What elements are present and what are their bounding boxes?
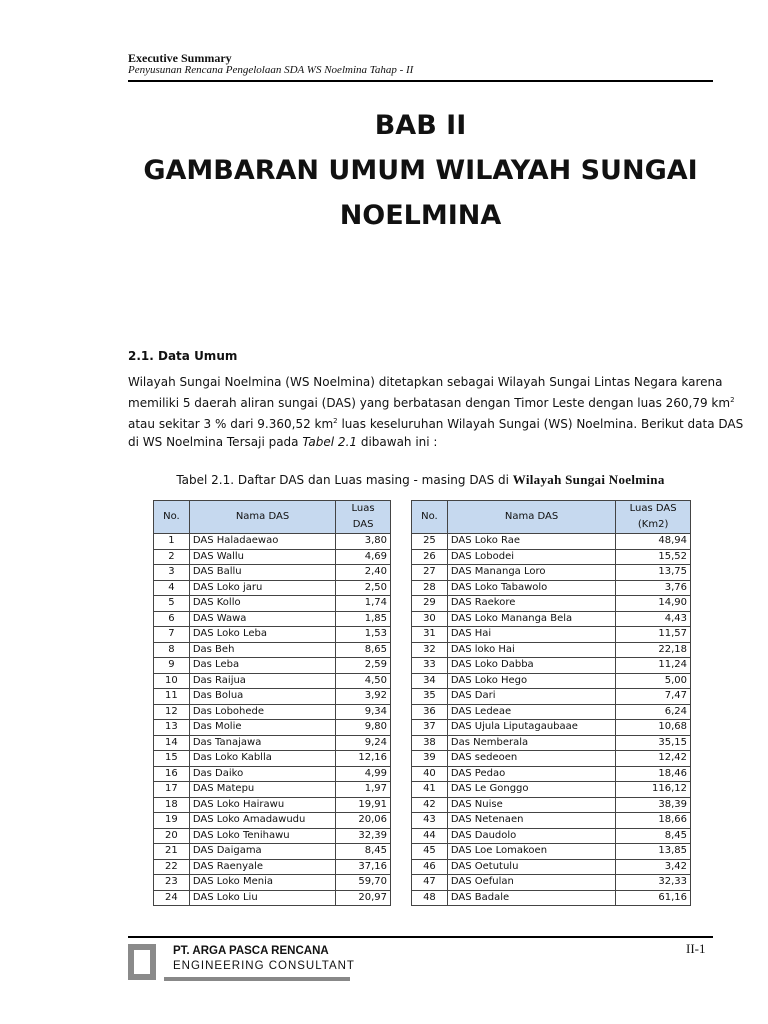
table-row	[412, 813, 691, 829]
table-row	[154, 782, 391, 798]
cell-area: 19,91	[336, 797, 391, 813]
cell-area: 9,34	[336, 704, 391, 720]
paragraph-line-4	[128, 433, 713, 451]
cell-no: 22	[154, 859, 190, 875]
cell-das-name: Das Daiko	[189, 766, 335, 782]
cell-area: 6,24	[616, 704, 691, 720]
table-row	[154, 828, 391, 844]
table-row	[154, 766, 391, 782]
cell-area: 4,50	[336, 673, 391, 689]
cell-das-name: DAS Loko Leba	[189, 627, 335, 643]
table-row	[412, 735, 691, 751]
cell-no: 14	[154, 735, 190, 751]
cell-area: 20,97	[336, 890, 391, 906]
paragraph-line-3-text-a: atau sekitar 3 % dari 9.360,52 km	[128, 417, 334, 431]
header-name: Nama DAS	[447, 501, 615, 534]
cell-das-name: Das Lobohede	[189, 704, 335, 720]
cell-no: 29	[412, 596, 448, 612]
cell-no: 5	[154, 596, 190, 612]
footer-rule	[128, 936, 713, 938]
chapter-number: BAB II	[374, 110, 467, 141]
cell-das-name: DAS Oetutulu	[447, 859, 615, 875]
cell-area: 3,92	[336, 689, 391, 705]
cell-area: 8,45	[616, 828, 691, 844]
table-row	[154, 627, 391, 643]
cell-area: 2,40	[336, 565, 391, 581]
cell-no: 45	[412, 844, 448, 860]
cell-das-name: DAS Loko Liu	[189, 890, 335, 906]
table-row	[154, 890, 391, 906]
cell-no: 3	[154, 565, 190, 581]
table-header-row	[412, 501, 691, 534]
table-row	[154, 673, 391, 689]
cell-area: 8,65	[336, 642, 391, 658]
cell-das-name: DAS Loko Tabawolo	[447, 580, 615, 596]
company-subtitle: ENGINEERING CONSULTANT	[173, 960, 355, 972]
table-row	[412, 859, 691, 875]
cell-area: 12,42	[616, 751, 691, 767]
cell-area: 2,50	[336, 580, 391, 596]
cell-das-name: DAS Ledeae	[447, 704, 615, 720]
table-row	[412, 766, 691, 782]
table-row	[154, 735, 391, 751]
table-row	[154, 859, 391, 875]
cell-area: 32,33	[616, 875, 691, 891]
cell-no: 42	[412, 797, 448, 813]
das-table-left	[153, 500, 391, 906]
cell-das-name: DAS Dari	[447, 689, 615, 705]
cell-area: 8,45	[336, 844, 391, 860]
cell-no: 8	[154, 642, 190, 658]
table-row	[154, 549, 391, 565]
table-row	[154, 534, 391, 550]
cell-area: 15,52	[616, 549, 691, 565]
cell-das-name: DAS Mananga Loro	[447, 565, 615, 581]
table-row	[154, 689, 391, 705]
document-header-title: Executive Summary	[128, 51, 232, 65]
cell-area: 4,69	[336, 549, 391, 565]
cell-no: 15	[154, 751, 190, 767]
table-row	[412, 534, 691, 550]
paragraph-line-2-text: memiliki 5 daerah aliran sungai (DAS) yang berbatasan dengan Timor Leste dengan luas 260,79 km	[128, 396, 731, 410]
cell-das-name: Das Loko Kablla	[189, 751, 335, 767]
cell-das-name: DAS Wawa	[189, 611, 335, 627]
table-row	[154, 875, 391, 891]
table-row	[412, 596, 691, 612]
cell-das-name: Das Molie	[189, 720, 335, 736]
cell-no: 26	[412, 549, 448, 565]
cell-das-name: DAS Daigama	[189, 844, 335, 860]
cell-no: 46	[412, 859, 448, 875]
paragraph-line-2	[128, 391, 735, 412]
table-row	[154, 565, 391, 581]
table-row	[412, 673, 691, 689]
table-row	[154, 611, 391, 627]
cell-das-name: DAS Pedao	[447, 766, 615, 782]
cell-das-name: DAS Ballu	[189, 565, 335, 581]
cell-area: 20,06	[336, 813, 391, 829]
cell-das-name: DAS Lobodei	[447, 549, 615, 565]
superscript-2: 2	[730, 396, 735, 404]
cell-no: 11	[154, 689, 190, 705]
cell-no: 20	[154, 828, 190, 844]
table-row	[412, 549, 691, 565]
cell-das-name: DAS Netenaen	[447, 813, 615, 829]
paragraph-line-1: Wilayah Sungai Noelmina (WS Noelmina) ditetapkan sebagai Wilayah Sungai Lintas Negara karena	[128, 375, 723, 389]
cell-das-name: Das Tanajawa	[189, 735, 335, 751]
table-row	[412, 565, 691, 581]
cell-no: 40	[412, 766, 448, 782]
table-caption-suffix: Wilayah Sungai Noelmina	[512, 472, 665, 487]
cell-no: 41	[412, 782, 448, 798]
cell-area: 7,47	[616, 689, 691, 705]
cell-area: 5,00	[616, 673, 691, 689]
table-row	[154, 720, 391, 736]
cell-area: 38,39	[616, 797, 691, 813]
document-header-subtitle: Penyusunan Rencana Pengelolaan SDA WS Noelmina Tahap - II	[128, 64, 414, 76]
cell-area: 2,59	[336, 658, 391, 674]
cell-no: 4	[154, 580, 190, 596]
cell-no: 9	[154, 658, 190, 674]
superscript-2b: 2	[333, 417, 338, 425]
cell-das-name: DAS Loko Hairawu	[189, 797, 335, 813]
cell-area: 35,15	[616, 735, 691, 751]
company-logo-icon	[128, 944, 156, 980]
paragraph-line-4-text-a: di WS Noelmina Tersaji pada	[128, 435, 303, 449]
table-row	[412, 782, 691, 798]
cell-area: 1,53	[336, 627, 391, 643]
table-row	[412, 797, 691, 813]
chapter-title-line1: GAMBARAN UMUM WILAYAH SUNGAI	[143, 155, 698, 186]
table-row	[412, 875, 691, 891]
cell-no: 38	[412, 735, 448, 751]
cell-no: 47	[412, 875, 448, 891]
section-heading: 2.1. Data Umum	[128, 349, 238, 363]
header-area-line1: Luas DAS	[629, 503, 677, 514]
cell-area: 4,43	[616, 611, 691, 627]
cell-area: 22,18	[616, 642, 691, 658]
cell-area: 59,70	[336, 875, 391, 891]
table-row	[412, 689, 691, 705]
cell-no: 12	[154, 704, 190, 720]
cell-no: 18	[154, 797, 190, 813]
cell-area: 4,99	[336, 766, 391, 782]
cell-das-name: DAS Nuise	[447, 797, 615, 813]
cell-das-name: DAS Oefulan	[447, 875, 615, 891]
cell-das-name: DAS Haladaewao	[189, 534, 335, 550]
table-row	[412, 751, 691, 767]
cell-no: 23	[154, 875, 190, 891]
cell-no: 25	[412, 534, 448, 550]
table-row	[154, 642, 391, 658]
header-area-line1: Luas	[351, 503, 375, 514]
chapter-title-line2: NOELMINA	[339, 200, 502, 231]
cell-no: 2	[154, 549, 190, 565]
cell-area: 12,16	[336, 751, 391, 767]
cell-das-name: DAS Loko jaru	[189, 580, 335, 596]
cell-area: 48,94	[616, 534, 691, 550]
table-row	[412, 704, 691, 720]
cell-das-name: DAS Wallu	[189, 549, 335, 565]
cell-no: 19	[154, 813, 190, 829]
cell-das-name: DAS Loko Hego	[447, 673, 615, 689]
cell-no: 39	[412, 751, 448, 767]
header-area-line2: DAS	[352, 519, 374, 530]
cell-no: 1	[154, 534, 190, 550]
cell-no: 44	[412, 828, 448, 844]
section-paragraph	[128, 373, 744, 451]
cell-area: 14,90	[616, 596, 691, 612]
cell-area: 10,68	[616, 720, 691, 736]
cell-no: 37	[412, 720, 448, 736]
cell-das-name: Das Nemberala	[447, 735, 615, 751]
cell-no: 34	[412, 673, 448, 689]
header-no: No.	[412, 501, 448, 534]
cell-area: 18,46	[616, 766, 691, 782]
cell-das-name: DAS Hai	[447, 627, 615, 643]
table-row	[154, 704, 391, 720]
cell-das-name: DAS Matepu	[189, 782, 335, 798]
header-area-line2: (Km2)	[637, 519, 669, 530]
cell-das-name: DAS Loko Amadawudu	[189, 813, 335, 829]
cell-area: 13,85	[616, 844, 691, 860]
cell-area: 3,76	[616, 580, 691, 596]
cell-das-name: Das Bolua	[189, 689, 335, 705]
header-area	[336, 501, 391, 534]
table-row	[154, 751, 391, 767]
das-table-right	[411, 500, 691, 906]
cell-das-name: DAS Loe Lomakoen	[447, 844, 615, 860]
cell-area: 1,74	[336, 596, 391, 612]
cell-no: 43	[412, 813, 448, 829]
cell-no: 13	[154, 720, 190, 736]
cell-area: 37,16	[336, 859, 391, 875]
cell-no: 27	[412, 565, 448, 581]
table-row	[412, 828, 691, 844]
cell-no: 33	[412, 658, 448, 674]
company-underline-bar	[164, 977, 350, 981]
table-caption	[128, 472, 713, 488]
table-row	[412, 890, 691, 906]
cell-no: 31	[412, 627, 448, 643]
header-rule	[128, 80, 713, 82]
cell-area: 18,66	[616, 813, 691, 829]
cell-das-name: DAS Loko Menia	[189, 875, 335, 891]
page-number: II-1	[686, 941, 706, 956]
cell-no: 21	[154, 844, 190, 860]
cell-area: 9,24	[336, 735, 391, 751]
table-row	[412, 580, 691, 596]
cell-das-name: DAS Loko Tenihawu	[189, 828, 335, 844]
cell-das-name: DAS Ujula Liputagaubaae	[447, 720, 615, 736]
cell-das-name: DAS Raekore	[447, 596, 615, 612]
cell-no: 16	[154, 766, 190, 782]
table-header-row	[154, 501, 391, 534]
cell-area: 3,42	[616, 859, 691, 875]
cell-area: 11,24	[616, 658, 691, 674]
table-row	[412, 642, 691, 658]
cell-area: 13,75	[616, 565, 691, 581]
table-row	[412, 627, 691, 643]
cell-das-name: DAS Badale	[447, 890, 615, 906]
paragraph-line-4-text-b: dibawah ini :	[357, 435, 438, 449]
table-caption-prefix: Tabel 2.1. Daftar DAS dan Luas masing - masing DAS di	[176, 473, 513, 487]
cell-no: 35	[412, 689, 448, 705]
cell-area: 116,12	[616, 782, 691, 798]
table-row	[154, 797, 391, 813]
cell-no: 48	[412, 890, 448, 906]
cell-no: 36	[412, 704, 448, 720]
cell-das-name: DAS Raenyale	[189, 859, 335, 875]
table-reference: Tabel 2.1	[302, 435, 358, 449]
cell-das-name: DAS Daudolo	[447, 828, 615, 844]
cell-das-name: DAS Kollo	[189, 596, 335, 612]
table-row	[412, 844, 691, 860]
table-row	[154, 813, 391, 829]
cell-no: 28	[412, 580, 448, 596]
paragraph-line-3-text-b: luas keseluruhan Wilayah Sungai (WS) Noelmina. Berikut data DAS	[337, 417, 744, 431]
table-row	[154, 580, 391, 596]
cell-no: 24	[154, 890, 190, 906]
paragraph-line-3	[128, 412, 744, 433]
cell-das-name: DAS Loko Rae	[447, 534, 615, 550]
table-row	[412, 658, 691, 674]
cell-das-name: DAS Loko Mananga Bela	[447, 611, 615, 627]
cell-no: 32	[412, 642, 448, 658]
table-row	[412, 611, 691, 627]
company-name: PT. ARGA PASCA RENCANA	[173, 945, 329, 957]
table-row	[154, 844, 391, 860]
cell-no: 17	[154, 782, 190, 798]
cell-no: 30	[412, 611, 448, 627]
cell-das-name: DAS Loko Dabba	[447, 658, 615, 674]
table-row	[154, 658, 391, 674]
cell-area: 32,39	[336, 828, 391, 844]
cell-das-name: Das Beh	[189, 642, 335, 658]
cell-area: 3,80	[336, 534, 391, 550]
cell-das-name: DAS Le Gonggo	[447, 782, 615, 798]
header-no: No.	[154, 501, 190, 534]
table-row	[412, 720, 691, 736]
cell-no: 7	[154, 627, 190, 643]
cell-das-name: Das Raijua	[189, 673, 335, 689]
cell-area: 11,57	[616, 627, 691, 643]
table-row	[154, 596, 391, 612]
cell-das-name: Das Leba	[189, 658, 335, 674]
cell-das-name: DAS sedeoen	[447, 751, 615, 767]
header-area	[616, 501, 691, 534]
cell-das-name: DAS loko Hai	[447, 642, 615, 658]
cell-no: 6	[154, 611, 190, 627]
cell-area: 9,80	[336, 720, 391, 736]
header-name: Nama DAS	[189, 501, 335, 534]
cell-no: 10	[154, 673, 190, 689]
cell-area: 1,97	[336, 782, 391, 798]
cell-area: 1,85	[336, 611, 391, 627]
cell-area: 61,16	[616, 890, 691, 906]
